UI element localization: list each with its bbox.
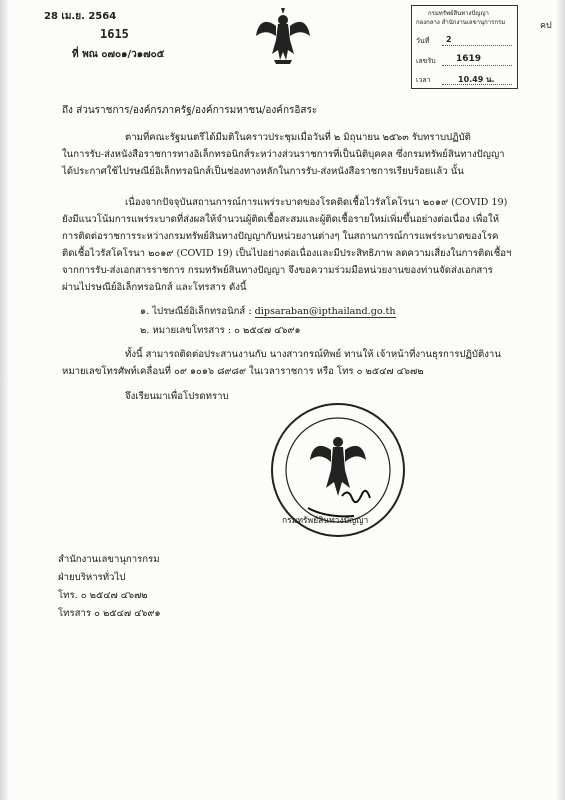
paragraph1-line: ในการรับ-ส่งหนังสือราชการทางอิเล็กทรอนิกส์ระหว่างส่วนราชการที่เป็นนิติบุคคล ซึ่งกรมทรัพย์สินทางปัญญา bbox=[62, 149, 505, 160]
paragraph2-line: การติดต่อราชการระหว่างกรมทรัพย์สินทางปัญญากับหน่วยงานต่างๆ ในสถานการณ์การแพร่ระบาดของโรค bbox=[62, 231, 499, 242]
paragraph2-line: เนื่องจากปัจจุบันสถานการณ์การแพร่ระบาดของโรคติดเชื้อไวรัสโคโรนา ๒๐๑๙ (COVID 19) bbox=[125, 197, 508, 208]
paragraph2-line: ยังมีแนวโน้มการแพร่ระบาดที่ส่งผลให้จำนวนผู้ติดเชื้อสะสมและผู้ติดเชื้อรายใหม่เพิ่มขึ้นอย่างต่อเนื่อง เพื่อให้ bbox=[62, 214, 500, 225]
corner-mark: คป bbox=[540, 21, 552, 31]
stamp-date-label: วันที่ bbox=[416, 37, 430, 45]
stamp-date-value: 2 bbox=[446, 35, 452, 44]
paragraph3-line: ทั้งนี้ สามารถติดต่อประสานงานกับ นางสาวกรณ์ทิพย์ ทานให้ เจ้าหน้าที่งานธุรการปฏิบัติงาน bbox=[125, 349, 501, 360]
footer-line: ฝ่ายบริหารทั่วไป bbox=[58, 572, 126, 583]
stamp-office: กรมทรัพย์สินทางปัญญา bbox=[428, 10, 489, 17]
closing-line: จึงเรียนมาเพื่อโปรดทราบ bbox=[125, 391, 229, 402]
email-link[interactable]: dipsaraban@ipthailand.go.th bbox=[254, 306, 396, 317]
document-number: ที่ พณ ๐๗๐๑/ว๑๗๐๕ bbox=[72, 49, 165, 60]
stamp-number-value: 1619 bbox=[456, 54, 482, 64]
garuda-emblem-icon bbox=[254, 8, 312, 66]
recipient-line: ถึง ส่วนราชการ/องค์กรภาครัฐ/องค์การมหาชน/องค์กรอิสระ bbox=[62, 105, 318, 116]
paragraph2-line: ผ่านไปรษณีย์อิเล็กทรอนิกส์ และโทรสาร ดังนี้ bbox=[62, 282, 247, 293]
fax-number: ๐ ๒๕๔๗ ๔๖๙๑ bbox=[234, 325, 301, 336]
paragraph1-line: ได้ประกาศใช้ไปรษณีย์อิเล็กทรอนิกส์เป็นช่องทางหลักในการรับ-ส่งหนังสือราชการเรียบร้อยแล้ว นั้น bbox=[62, 166, 464, 177]
scan-edge-left bbox=[0, 0, 8, 800]
paragraph3-line: หมายเลขโทรศัพท์เคลื่อนที่ ๐๙ ๑๐๑๖ ๘๙๘๙ ในเวลาราชการ หรือ โทร ๐ ๒๕๔๗ ๔๖๗๒ bbox=[62, 366, 424, 377]
received-number: 1615 bbox=[100, 27, 129, 41]
list-item-fax bbox=[140, 325, 301, 337]
stamp-dept: กองกลาง สำนักงานเลขานุการกรม bbox=[416, 19, 506, 26]
footer-line: โทร. ๐ ๒๕๔๗ ๔๖๗๒ bbox=[58, 590, 148, 601]
footer-line: โทรสาร ๐ ๒๕๔๗ ๔๖๙๑ bbox=[58, 608, 161, 619]
list-item-email bbox=[140, 306, 396, 318]
stamp-time-label: เวลา bbox=[416, 76, 431, 84]
stamp-number-label: เลขรับ bbox=[416, 57, 436, 65]
paragraph2-line: ติดเชื้อไวรัสโคโรนา ๒๐๑๙ (COVID 19) เป็นไปอย่างต่อเนื่องและมีประสิทธิภาพ ลดความเสี่ยงในการติดเชื้อฯ bbox=[62, 248, 512, 259]
stamp-time-value: 10.49 น. bbox=[458, 75, 495, 84]
scan-edge-right bbox=[557, 0, 565, 800]
footer-line: สำนักงานเลขานุการกรม bbox=[58, 554, 160, 565]
list-item-label: ๑. ไปรษณีย์อิเล็กทรอนิกส์ : bbox=[140, 306, 255, 317]
seal-text: กรมทรัพย์สินทางปัญญา bbox=[282, 516, 369, 526]
received-stamp bbox=[411, 5, 518, 89]
received-date: 28 เม.ย. 2564 bbox=[44, 11, 117, 22]
paragraph2-line: จากการรับ-ส่งเอกสารราชการ กรมทรัพย์สินทางปัญญา จึงขอความร่วมมือหน่วยงานของท่านจัดส่งเอกสาร bbox=[62, 265, 493, 276]
paragraph1-line: ตามที่คณะรัฐมนตรีได้มีมติในคราวประชุมเมื่อวันที่ ๒ มิถุนายน ๒๕๖๓ รับทราบปฏิบัติ bbox=[125, 132, 471, 143]
list-item-label: ๒. หมายเลขโทรสาร : bbox=[140, 325, 235, 336]
